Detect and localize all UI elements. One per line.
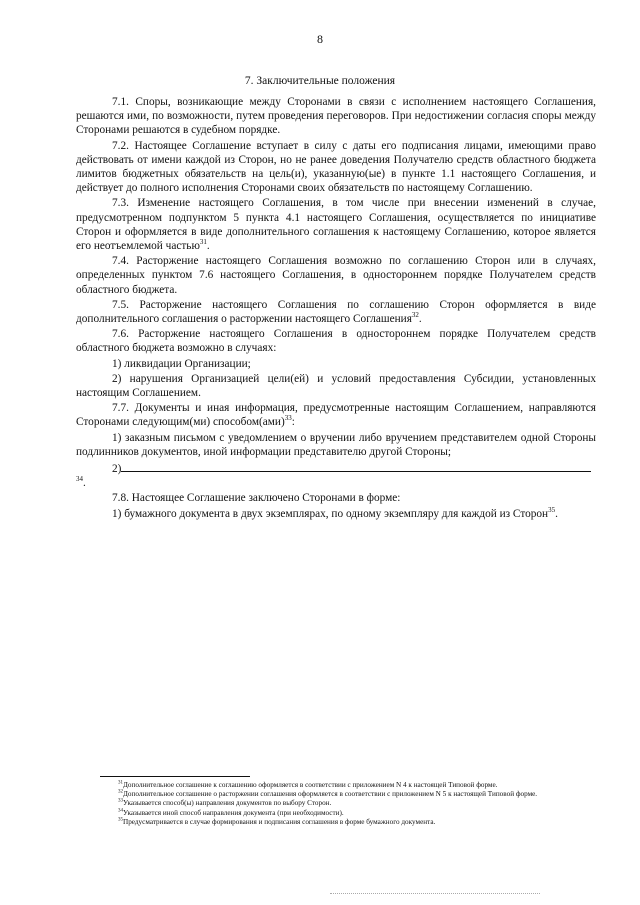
list-item: 1) заказным письмом с уведомлением о вручении либо вручением представителем одной Стороны подлинников документов, иной информации представителю другой Стороны; [76,431,596,458]
footnote: $^{34}$Указывается иной способ направления документа (при необходимости). [118,808,344,817]
footnote: $^{31}$Дополнительное соглашение к соглашению оформляется в соответствии с приложением N 4 к настоящей Типовой форме. [118,780,498,789]
list-item: 1) бумажного документа в двух экземплярах, по одному экземпляру для каждой из Сторон$^{35}$. [112,505,558,520]
footnote-ref: 35 [548,505,556,514]
list-item: 1) ликвидации Организации; [112,357,251,370]
paragraph-7-1: 7.1. Споры, возникающие между Сторонами в связи с исполнением настоящего Соглашения, решаются ими, по возможности, путем проведения переговоров. При недостижении согласия споры между Сторонами решаются в судебном порядке. [76,96,596,137]
paragraph-7-5: 7.5. Расторжение настоящего Соглашения по соглашению Сторон оформляется в виде дополнительного соглашения о расторжении настоящего Соглашения$^{32}$. [76,298,596,326]
footnote-ref: 32 [411,311,419,320]
footnote-ref: 33 [284,414,292,423]
list-item: 2) нарушения Организацией цели(ей) и условий предоставления Субсидии, установленных настоящим Соглашением. [76,372,596,400]
paragraph-7-4: 7.4. Расторжение настоящего Соглашения возможно по соглашению Сторон или в случаях, определенных пунктом 7.6 настоящего Соглашения, в одностороннем порядке Получателем средств областного бюджета. [76,255,596,296]
scan-artifact-line [330,893,540,894]
footnotes [110,781,606,827]
paragraph-7-3: 7.3. Изменение настоящего Соглашения, в том числе при внесении изменений в случае, предусмотренном подпунктом 5 пункта 4.1 настоящего Соглашения, осуществляется по инициативе Сторон и оформляется в виде дополнительного соглашения к настоящему Соглашению, которое является его неотъемлемой частью$^{31}$. [76,197,596,253]
footnote-ref: 31 [199,238,207,247]
paragraph-7-7: 7.7. Документы и иная информация, предусмотренные настоящим Соглашением, направляются Сторонами следующим(ми) способом(ами)$^{33}$: [76,402,596,429]
footnote-ref: 34 [76,475,83,484]
footnote: $^{35}$Предусматривается в случае формирования и подписания соглашения в форме бумажного документа. [118,817,436,826]
paragraph-7-2: 7.2. Настоящее Соглашение вступает в силу с даты его подписания лицами, имеющими право действовать от имени каждой из Сторон, но не ранее доведения Получателю средств областного бюджета лимитов бюджетных обязательств на цель(и), указанную(ые) в пункте 1.1 настоящего Соглашения, и действует до полного исполнения Сторонами своих обязательств по настоящему Соглашению. [76,139,596,195]
footnote: $^{32}$Дополнительное соглашение о расторжении соглашения оформляется в соответствии с приложением N 5 к настоящей Типовой форме. [118,789,538,799]
section-title: 7. Заключительные положения [244,75,396,87]
paragraph-7-8: 7.8. Настоящее Соглашение заключено Сторонами в форме: [112,492,401,505]
footnote: $^{33}$Указывается способ(ы) направления документов по выбору Сторон. [118,799,332,808]
paragraph-7-6: 7.6. Расторжение настоящего Соглашения в одностороннем порядке Получателем средств областного бюджета возможно в случаях: [76,328,596,355]
footnote-divider [100,776,250,777]
page-number: 8 [317,32,323,46]
fill-in-blank-line [121,460,591,472]
document-body [76,95,596,522]
list-item-blank: 2)$^{34}$. [76,460,596,490]
